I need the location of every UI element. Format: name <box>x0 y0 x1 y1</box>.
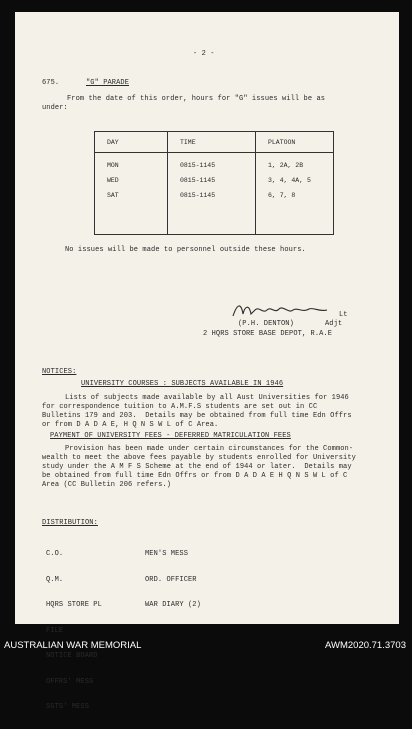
footer-bar <box>0 638 412 653</box>
notice2-line: wealth to meet the above fees payable by students enrolled for University <box>42 454 356 462</box>
notice2-line: Provision has been made under certain circumstances for the Common- <box>65 445 354 453</box>
header-time: TIME <box>168 132 256 153</box>
notice1-line: Lists of subjects made available by all Aust Universities for 1946 <box>65 394 349 402</box>
archive-name: AUSTRALIAN WAR MEMORIAL <box>4 640 142 651</box>
signature-unit: 2 HQRS STORE BASE DEPOT, R.A.E <box>203 330 333 338</box>
notice2-line: Area (CC Bulletin 206 refers.) <box>42 481 172 489</box>
list-item: NOTICE BOARD <box>46 652 98 660</box>
page-number: - 2 - <box>193 50 215 58</box>
notice2-title: PAYMENT OF UNIVERSITY FEES - DEFERRED MATRICULATION FEES <box>50 432 291 440</box>
notice1-line: for correspondence tuition to A.M.F.S students are set out in CC <box>42 403 318 411</box>
cell-day: MON <box>107 162 119 169</box>
list-item: SGTS' MESS <box>46 703 90 711</box>
table-row <box>95 153 334 235</box>
list-item: MEN'S MESS <box>145 550 189 558</box>
notice1-title: UNIVERSITY COURSES : SUBJECTS AVAILABLE IN 1946 <box>81 380 284 388</box>
header-day: DAY <box>95 132 168 153</box>
no-issues-line: No issues will be made to personnel outside these hours. <box>65 246 306 254</box>
notice2-line: be obtained from full time Edn Offrs or from D A D A E H Q N S W L of C <box>42 472 348 480</box>
list-item: FILE <box>46 626 64 635</box>
list-item: HQRS STORE PL <box>46 601 102 609</box>
intro-line-2: under: <box>42 104 68 112</box>
header-platoon: PLATOON <box>256 132 334 153</box>
section-title: "G" PARADE <box>86 79 130 87</box>
signature-title: Adjt <box>325 320 343 328</box>
list-item: OFFRS' MESS <box>46 677 94 686</box>
table-header-row <box>95 132 334 153</box>
signature-name: (P.H. DENTON) <box>238 320 294 328</box>
item-number: 675. <box>42 79 60 87</box>
distribution-heading: DISTRIBUTION: <box>42 519 98 527</box>
distribution-left-list <box>46 533 102 729</box>
notice2-line: study under the A M F S Scheme at the end of 1944 or later. Details may <box>42 463 352 471</box>
cell-platoon: 6, 7, 8 <box>268 192 296 199</box>
cell-day: SAT <box>107 192 119 199</box>
intro-line-1: From the date of this order, hours for "G" issues will be as <box>67 95 326 103</box>
schedule-table <box>94 131 334 235</box>
cell-platoon: 3, 4, 4A, 5 <box>268 177 311 184</box>
handwritten-signature <box>231 300 331 322</box>
list-item: Q.M. <box>46 575 64 584</box>
cell-time: 0815-1145 <box>180 177 216 184</box>
archive-reference: AWM2020.71.3703 <box>325 640 406 651</box>
notices-heading: NOTICES: <box>42 368 77 376</box>
list-item: C.O. <box>46 550 64 558</box>
distribution-right-list <box>145 533 201 627</box>
list-item: ORD. OFFICER <box>145 575 197 584</box>
cell-day: WED <box>107 177 119 184</box>
list-item: WAR DIARY (2) <box>145 601 201 609</box>
cell-time: 0815-1145 <box>180 192 216 199</box>
signature-rank: Lt <box>339 311 348 319</box>
cell-time: 0815-1145 <box>180 162 216 169</box>
cell-platoon: 1, 2A, 2B <box>268 162 304 169</box>
notice1-line: Bulletins 179 and 203. Details may be obtained from full time Edn Offrs <box>42 412 352 420</box>
notice1-line: or from D A D A E, H Q N S W L of C Area. <box>42 421 219 429</box>
